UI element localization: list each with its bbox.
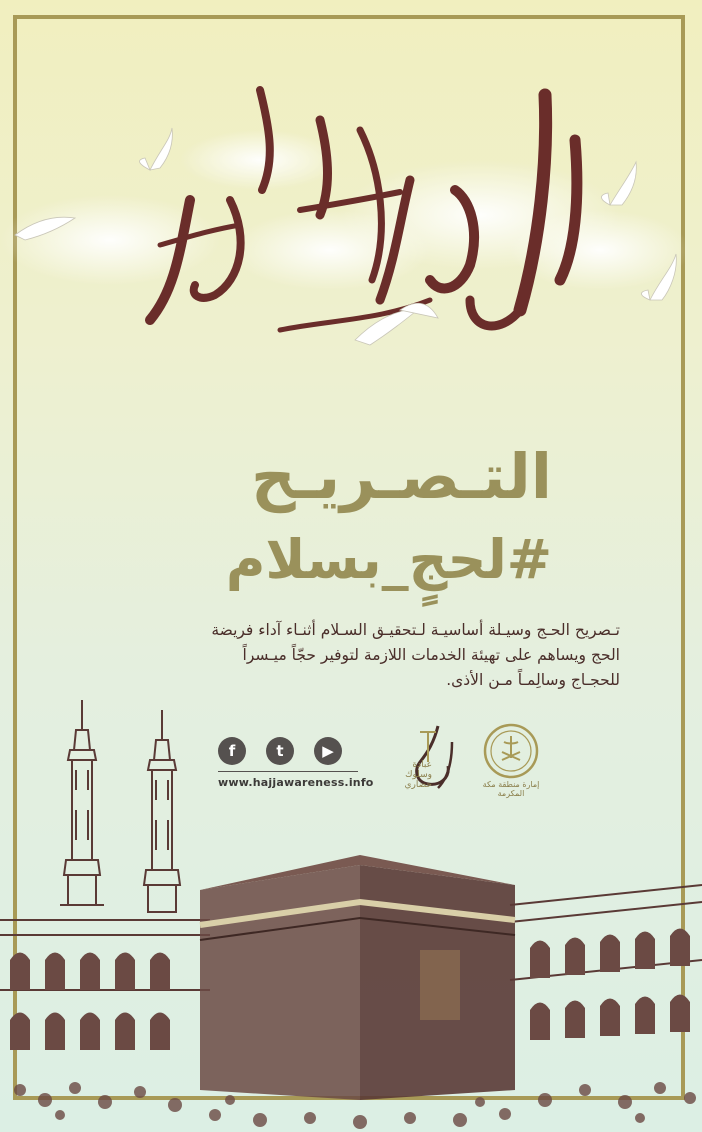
youtube-icon[interactable]: ▶ <box>314 737 342 765</box>
kaaba <box>200 855 515 1100</box>
description-text: تـصريح الحـج وسيـلة أساسيـة لـتحقيـق السـلام أثنـاء آداء فريضة الحج ويساهم على تهيئة الخدمات اللازمة لتوفير حجّاً ميـسراً للحجـاج وسالِمـاً مـن الأذى. <box>211 621 620 689</box>
government-emblem-caption: إمارة منطقة مكة المكرمة <box>482 780 540 798</box>
minarets <box>60 700 180 912</box>
headline: التـصـريـح <box>250 440 552 513</box>
hajj-logo-caption: عبادة وسلوك حضاري <box>404 760 432 790</box>
calligraphy-title-art <box>0 0 702 360</box>
facebook-icon[interactable]: f <box>218 737 246 765</box>
kaaba-sketch <box>0 690 702 1132</box>
website-link[interactable]: www.hajjawareness.info <box>218 771 358 789</box>
twitter-icon[interactable]: t <box>266 737 294 765</box>
hashtag: #لحجٍ_بسلام <box>225 528 552 591</box>
